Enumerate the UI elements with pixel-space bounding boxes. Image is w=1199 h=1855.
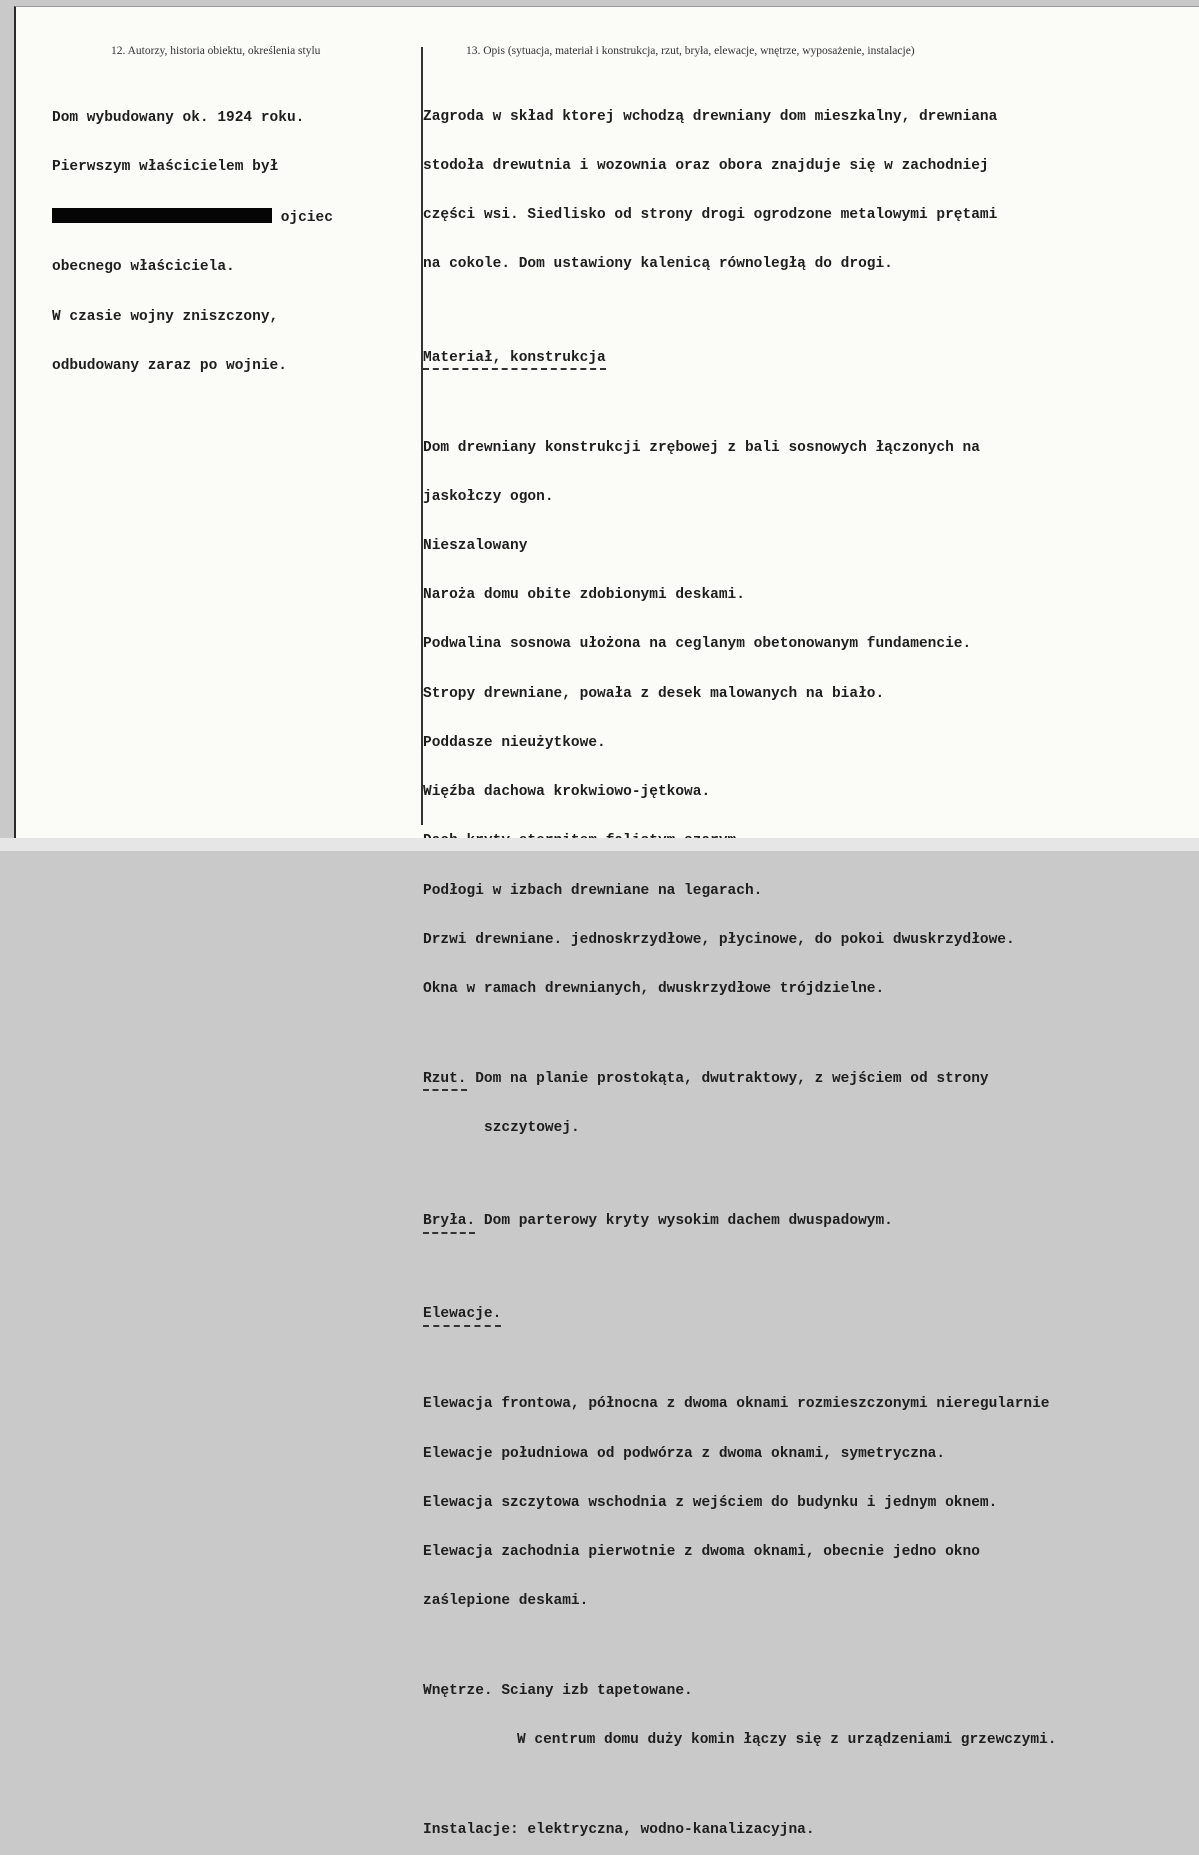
wnetrze-line: W centrum domu duży komin łączy się z urządzeniami grzewczymi.: [517, 1732, 1057, 1749]
history-line: obecnego właściciela.: [52, 259, 235, 276]
intro-line: Zagroda w skład ktorej wchodzą drewniany dom mieszkalny, drewniana: [423, 108, 998, 125]
redaction-bar: [52, 208, 272, 223]
rzut-line: Rzut. Dom na planie prostokąta, dwutraktowy, z wejściem od strony: [423, 1070, 989, 1087]
section-12-heading: 12. Autorzy, historia obiektu, określenia stylu: [111, 45, 321, 57]
material-line: Nieszalowany: [423, 537, 528, 554]
material-line: Poddasze nieużytkowe.: [423, 734, 606, 751]
history-line: Pierwszym właścicielem był: [52, 159, 279, 176]
bryla-line: Bryła. Dom parterowy kryty wysokim dachem dwuspadowym.: [423, 1213, 893, 1230]
elewacje-line: Elewacja frontowa, północna z dwoma oknami rozmieszczonymi nieregularnie: [423, 1396, 1050, 1413]
wnetrze-line: Wnętrze. Sciany izb tapetowane.: [423, 1683, 693, 1700]
elewacje-line: zaślepione deskami.: [423, 1593, 589, 1610]
instalacje-line: Instalacje: elektryczna, wodno-kanalizacyjna.: [423, 1822, 815, 1839]
history-line: odbudowany zaraz po wojnie.: [52, 357, 287, 374]
material-line: Podłogi w izbach drewniane na legarach.: [423, 882, 763, 899]
history-line: W czasie wojny zniszczony,: [52, 308, 279, 325]
section-13-heading: 13. Opis (sytuacja, materiał i konstrukcja, rzut, bryła, elewacje, wnętrze, wyposażenie, instalacje): [466, 45, 915, 57]
intro-line: stodoła drewutnia i wozownia oraz obora znajduje się w zachodniej: [423, 158, 989, 175]
elewacje-line: Elewacja szczytowa wschodnia z wejściem do budynku i jednym oknem.: [423, 1494, 998, 1511]
history-text: [52, 77, 333, 391]
material-heading: Materiał, konstrukcja: [423, 349, 606, 366]
elewacje-line: Elewacja zachodnia pierwotnie z dwoma oknami, obecnie jedno okno: [423, 1543, 980, 1560]
intro-line: na cokole. Dom ustawiony kalenicą równoległą do drogi.: [423, 256, 893, 273]
material-line: Dom drewniany konstrukcji zrębowej z bali sosnowych łączonych na: [423, 439, 980, 456]
material-line: jaskołczy ogon.: [423, 488, 554, 505]
history-line: ojciec: [52, 208, 333, 226]
material-line: Okna w ramach drewnianych, dwuskrzydłowe trójdzielne.: [423, 980, 885, 997]
material-line: Naroża domu obite zdobionymi deskami.: [423, 587, 745, 604]
history-line: Dom wybudowany ok. 1924 roku.: [52, 109, 305, 126]
material-line: Podwalina sosnowa ułożona na ceglanym obetonowanym fundamencie.: [423, 636, 972, 653]
material-line: Stropy drewniane, powała z desek malowanych na biało.: [423, 685, 885, 702]
rzut-label: Rzut.: [423, 1070, 467, 1087]
intro-line: części wsi. Siedlisko od strony drogi ogrodzone metalowymi prętami: [423, 207, 998, 224]
description-text: [423, 76, 1057, 1855]
scan-edge: [0, 838, 1199, 851]
material-line: Drzwi drewniane. jednoskrzydłowe, płycinowe, do pokoi dwuskrzydłowe.: [423, 931, 1015, 948]
rzut-line: szczytowej.: [484, 1120, 580, 1137]
elewacje-heading: Elewacje.: [423, 1306, 502, 1323]
elewacje-line: Elewacje południowa od podwórza z dwoma oknami, symetryczna.: [423, 1445, 946, 1462]
material-line: Więźba dachowa krokwiowo-jętkowa.: [423, 784, 711, 801]
bryla-label: Bryła.: [423, 1213, 476, 1230]
